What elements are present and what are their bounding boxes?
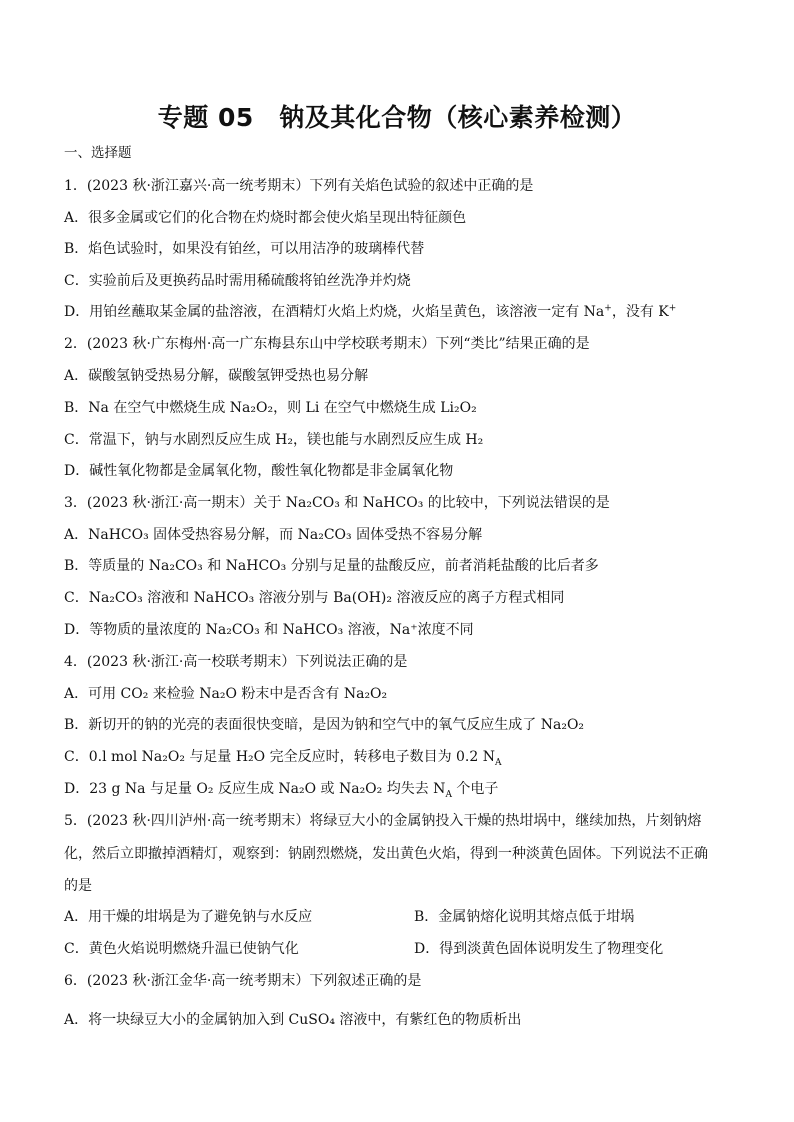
question-5-stem-line-1: 5．(2023 秋·四川泸州·高一统考期末）将绿豆大小的金属钠投入干燥的热坩埚中，继续加热，片刻钠熔 xyxy=(64,813,702,829)
question-5-stem-line-3: 的是 xyxy=(64,878,92,894)
question-3-option-c: C．Na₂CO₃ 溶液和 NaHCO₃ 溶液分别与 Ba(OH)₂ 溶液反应的离子方程式相同 xyxy=(64,590,565,606)
question-5-option-d: D．得到淡黄色固体说明发生了物理变化 xyxy=(414,941,664,957)
question-5-option-c: C．黄色火焰说明燃烧升温已使钠气化 xyxy=(64,941,299,957)
question-5-options-row-1 xyxy=(64,908,635,926)
option-d-text-2: ，没有 K xyxy=(611,304,669,320)
question-2-option-c: C．常温下，钠与水剧烈反应生成 H₂，镁也能与水剧烈反应生成 H₂ xyxy=(64,432,484,448)
question-4-stem: 4．(2023 秋·浙江·高一校联考期末）下列说法正确的是 xyxy=(64,654,408,670)
question-2-option-a: A．碳酸氢钠受热易分解，碳酸氢钾受热也易分解 xyxy=(64,368,369,384)
question-5-options-row-2 xyxy=(64,940,664,958)
question-5-option-b: B．金属钠熔化说明其熔点低于坩埚 xyxy=(414,909,635,925)
question-1-option-d xyxy=(64,303,676,321)
subscript-a: A xyxy=(445,789,452,800)
question-4-option-b: B．新切开的钠的光亮的表面很快变暗，是因为钠和空气中的氧气反应生成了 Na₂O₂ xyxy=(64,717,585,733)
question-3-stem: 3．(2023 秋·浙江·高一期末）关于 Na₂CO₃ 和 NaHCO₃ 的比较中，下列说法错误的是 xyxy=(64,495,610,511)
question-6-stem: 6．(2023 秋·浙江金华·高一统考期末）下列叙述正确的是 xyxy=(64,973,422,989)
question-1-stem: 1．(2023 秋·浙江嘉兴·高一统考期末）下列有关焰色试验的叙述中正确的是 xyxy=(64,178,534,194)
question-1-option-a: A．很多金属或它们的化合物在灼烧时都会使火焰呈现出特征颜色 xyxy=(64,210,467,226)
option-c-text: C．0.l mol Na₂O₂ 与足量 H₂O 完全反应时，转移电子数目为 0.2 N xyxy=(64,749,495,765)
subscript-a: A xyxy=(495,757,502,768)
question-1-option-c: C．实验前后及更换药品时需用稀硫酸将铂丝洗净并灼烧 xyxy=(64,273,411,289)
question-4-option-a: A．可用 CO₂ 来检验 Na₂O 粉末中是否含有 Na₂O₂ xyxy=(64,686,388,702)
question-5-stem-line-2: 化，然后立即撤掉酒精灯，观察到：钠剧烈燃烧，发出黄色火焰，得到一种淡黄色固体。下列说法不正确 xyxy=(64,846,708,862)
superscript-plus: + xyxy=(668,303,677,314)
section-heading: 一、选择题 xyxy=(64,145,132,161)
question-6-option-a: A．将一块绿豆大小的金属钠加入到 CuSO₄ 溶液中，有紫红色的物质析出 xyxy=(64,1012,522,1028)
question-3-option-b: B．等质量的 Na₂CO₃ 和 NaHCO₃ 分别与足量的盐酸反应，前者消耗盐酸的比后者多 xyxy=(64,558,599,574)
question-2-option-b: B．Na 在空气中燃烧生成 Na₂O₂，则 Li 在空气中燃烧生成 Li₂O₂ xyxy=(64,400,477,416)
question-3-option-d: D．等物质的量浓度的 Na₂CO₃ 和 NaHCO₃ 溶液，Na⁺浓度不同 xyxy=(64,622,474,638)
question-2-stem: 2．(2023 秋·广东梅州·高一广东梅县东山中学校联考期末）下列“类比”结果正确的是 xyxy=(64,336,590,352)
page-title: 专题 05 钠及其化合物（核心素养检测） xyxy=(157,103,637,132)
question-2-option-d: D．碱性氧化物都是金属氧化物，酸性氧化物都是非金属氧化物 xyxy=(64,463,454,479)
option-d-text: D．用铂丝蘸取某金属的盐溶液，在酒精灯火焰上灼烧，火焰呈黄色，该溶液一定有 Na xyxy=(64,304,605,320)
superscript-plus: + xyxy=(604,303,612,314)
question-4-option-c xyxy=(64,748,502,766)
option-d-text-end: 个电子 xyxy=(451,781,499,797)
question-4-option-d xyxy=(64,780,498,798)
question-3-option-a: A．NaHCO₃ 固体受热容易分解，而 Na₂CO₃ 固体受热不容易分解 xyxy=(64,527,483,543)
option-d-text: D．23 g Na 与足量 O₂ 反应生成 Na₂O 或 Na₂O₂ 均失去 N xyxy=(64,781,446,797)
question-1-option-b: B．焰色试验时，如果没有铂丝，可以用洁净的玻璃棒代替 xyxy=(64,241,425,257)
question-5-option-a: A．用干燥的坩埚是为了避免钠与水反应 xyxy=(64,909,313,925)
